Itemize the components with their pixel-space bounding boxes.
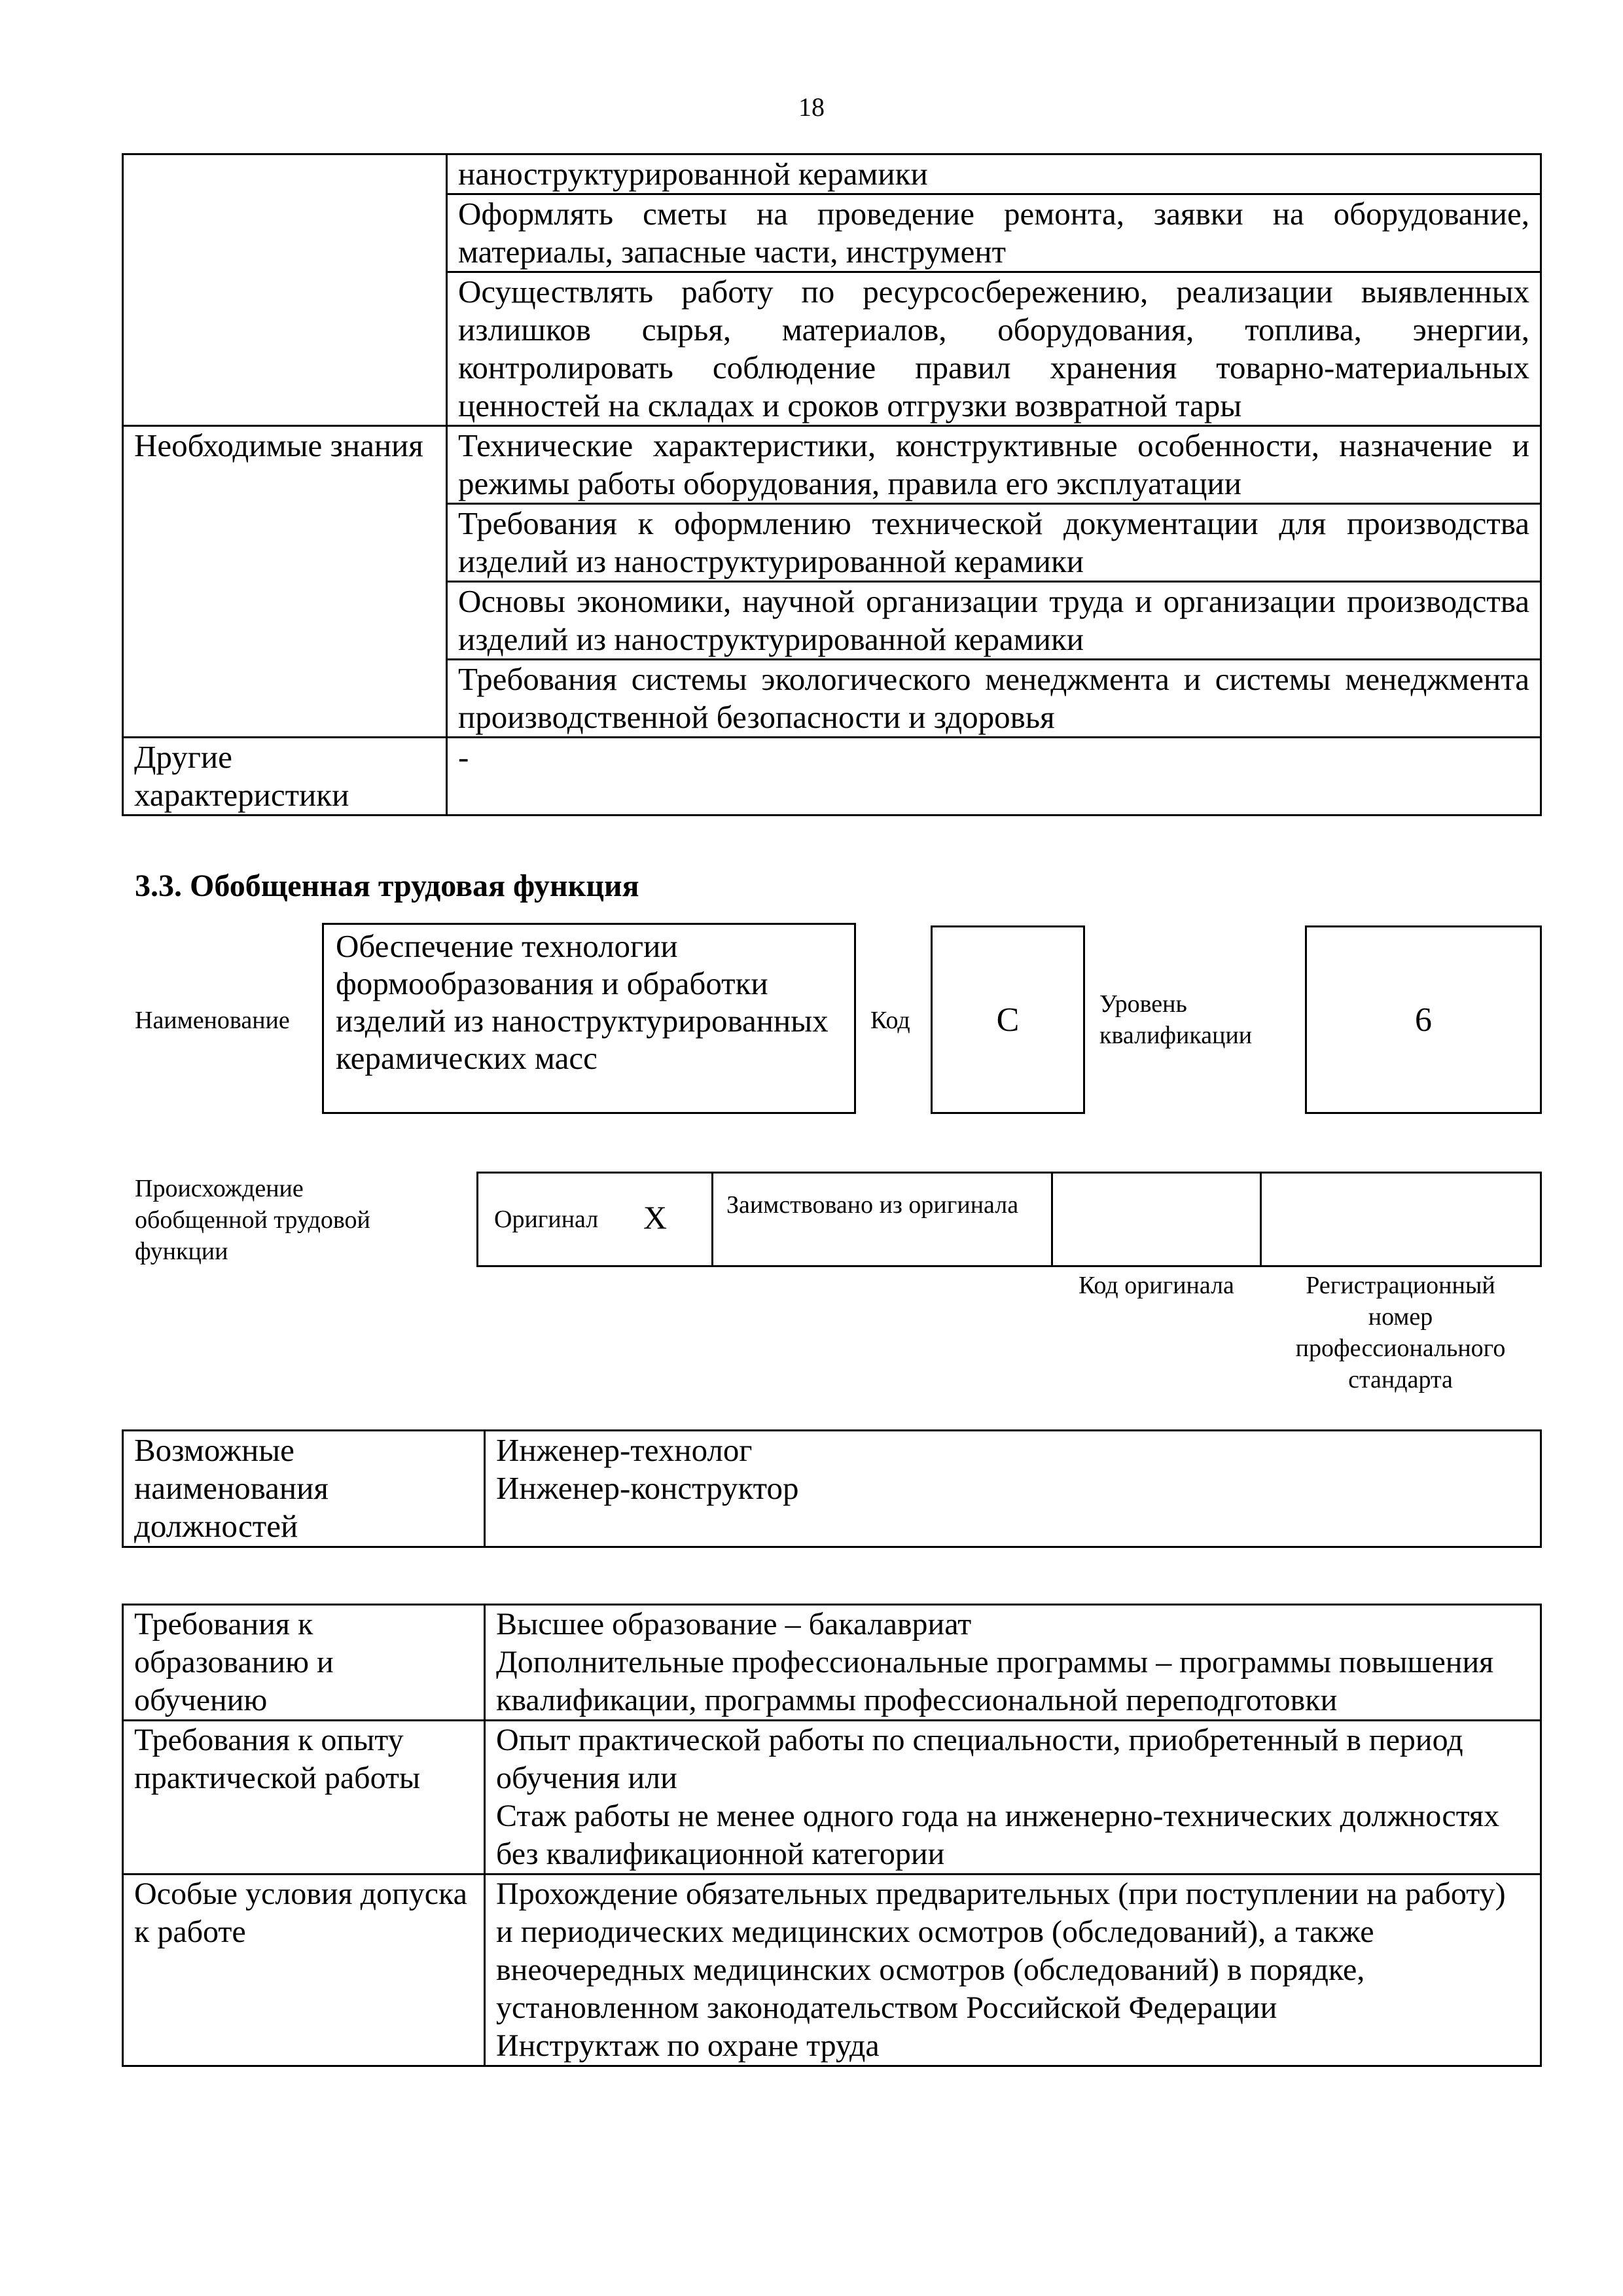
function-name: Обеспечение технологии формообразования и обработки изделий из наноструктурированных керамических масс — [322, 923, 856, 1114]
code-caption: Код оригинала — [1079, 1272, 1234, 1299]
original-label: Оригинал — [494, 1206, 599, 1233]
row-label-other: Другие характеристики — [123, 738, 447, 816]
reg-caption: Регистрационный номер профессионального стандарта — [1295, 1272, 1506, 1393]
knowledge-item: Требования к оформлению технической документации для производства изделий из наноструктурированной керамики — [447, 504, 1541, 582]
level-value: 6 — [1305, 925, 1542, 1114]
other-item: - — [447, 738, 1541, 816]
education-item: Дополнительные профессиональные программы – программы повышения квалификации, программы профессиональной переподготовки — [496, 1645, 1494, 1717]
experience-label: Требования к опыту практической работы — [123, 1721, 485, 1874]
code-label: Код — [870, 1007, 910, 1034]
borrowed-cell — [711, 1172, 1053, 1267]
level-label: Уровень квалификации — [1099, 990, 1253, 1049]
positions-table — [122, 1429, 1542, 1548]
education-label: Требования к образованию и обучению — [123, 1605, 485, 1721]
origin-label: Происхождение обобщенной трудовой функции — [135, 1175, 370, 1265]
knowledge-item: Требования системы экологического менеджмента и системы менеджмента производственной безопасности и здоровья — [447, 660, 1541, 738]
conditions-label: Особые условия допуска к работе — [123, 1874, 485, 2066]
conditions-cell — [485, 1874, 1541, 2066]
conditions-item: Прохождение обязательных предварительных (при поступлении на работу) и периодических медицинских осмотров (обследований), а также внеочередных медицинских осмотров (обследований) в порядке, установленном законодательством Российской Федерации — [496, 1876, 1506, 2025]
positions-cell — [485, 1431, 1541, 1547]
row-label — [123, 154, 447, 426]
education-cell — [485, 1605, 1541, 1721]
original-code-cell — [1051, 1172, 1262, 1267]
reg-number-cell — [1260, 1172, 1542, 1267]
experience-item: Опыт практической работы по специальности, приобретенный в период обучения или — [496, 1723, 1463, 1795]
education-item: Высшее образование – бакалавриат — [496, 1607, 972, 1641]
code-value: C — [931, 925, 1085, 1114]
original-cell — [476, 1172, 713, 1267]
skill-item: Оформлять сметы на проведение ремонта, заявки на оборудование, материалы, запасные части, инструмент — [447, 194, 1541, 272]
page-number: 18 — [798, 92, 825, 122]
knowledge-item: Технические характеристики, конструктивные особенности, назначение и режимы работы оборудования, правила его эксплуатации — [447, 426, 1541, 504]
name-label: Наименование — [135, 1007, 290, 1034]
conditions-item: Инструктаж по охране труда — [496, 2028, 880, 2063]
position-item: Инженер-конструктор — [496, 1470, 799, 1506]
positions-label: Возможные наименования должностей — [123, 1431, 485, 1547]
knowledge-item: Основы экономики, научной организации труда и организации производства изделий из наноструктурированной керамики — [447, 582, 1541, 660]
original-mark: X — [643, 1199, 668, 1236]
experience-item: Стаж работы не менее одного года на инженерно-технических должностях без квалификационной категории — [496, 1799, 1500, 1871]
row-label-knowledge: Необходимые знания — [123, 426, 447, 738]
section-heading: 3.3. Обобщенная трудовая функция — [135, 869, 639, 903]
knowledge-table — [122, 153, 1542, 816]
position-item: Инженер-технолог — [496, 1432, 753, 1468]
borrowed-label: Заимствовано из оригинала — [726, 1191, 1019, 1219]
experience-cell — [485, 1721, 1541, 1874]
skill-item: Осуществлять работу по ресурсосбережению, реализации выявленных излишков сырья, материалов, оборудования, топлива, энергии, контролировать соблюдение правил хранения товарно-материальных ценностей на складах и сроков отгрузки возвратной тары — [447, 272, 1541, 426]
skill-item: наноструктурированной керамики — [447, 154, 1541, 194]
requirements-table — [122, 1604, 1542, 2067]
